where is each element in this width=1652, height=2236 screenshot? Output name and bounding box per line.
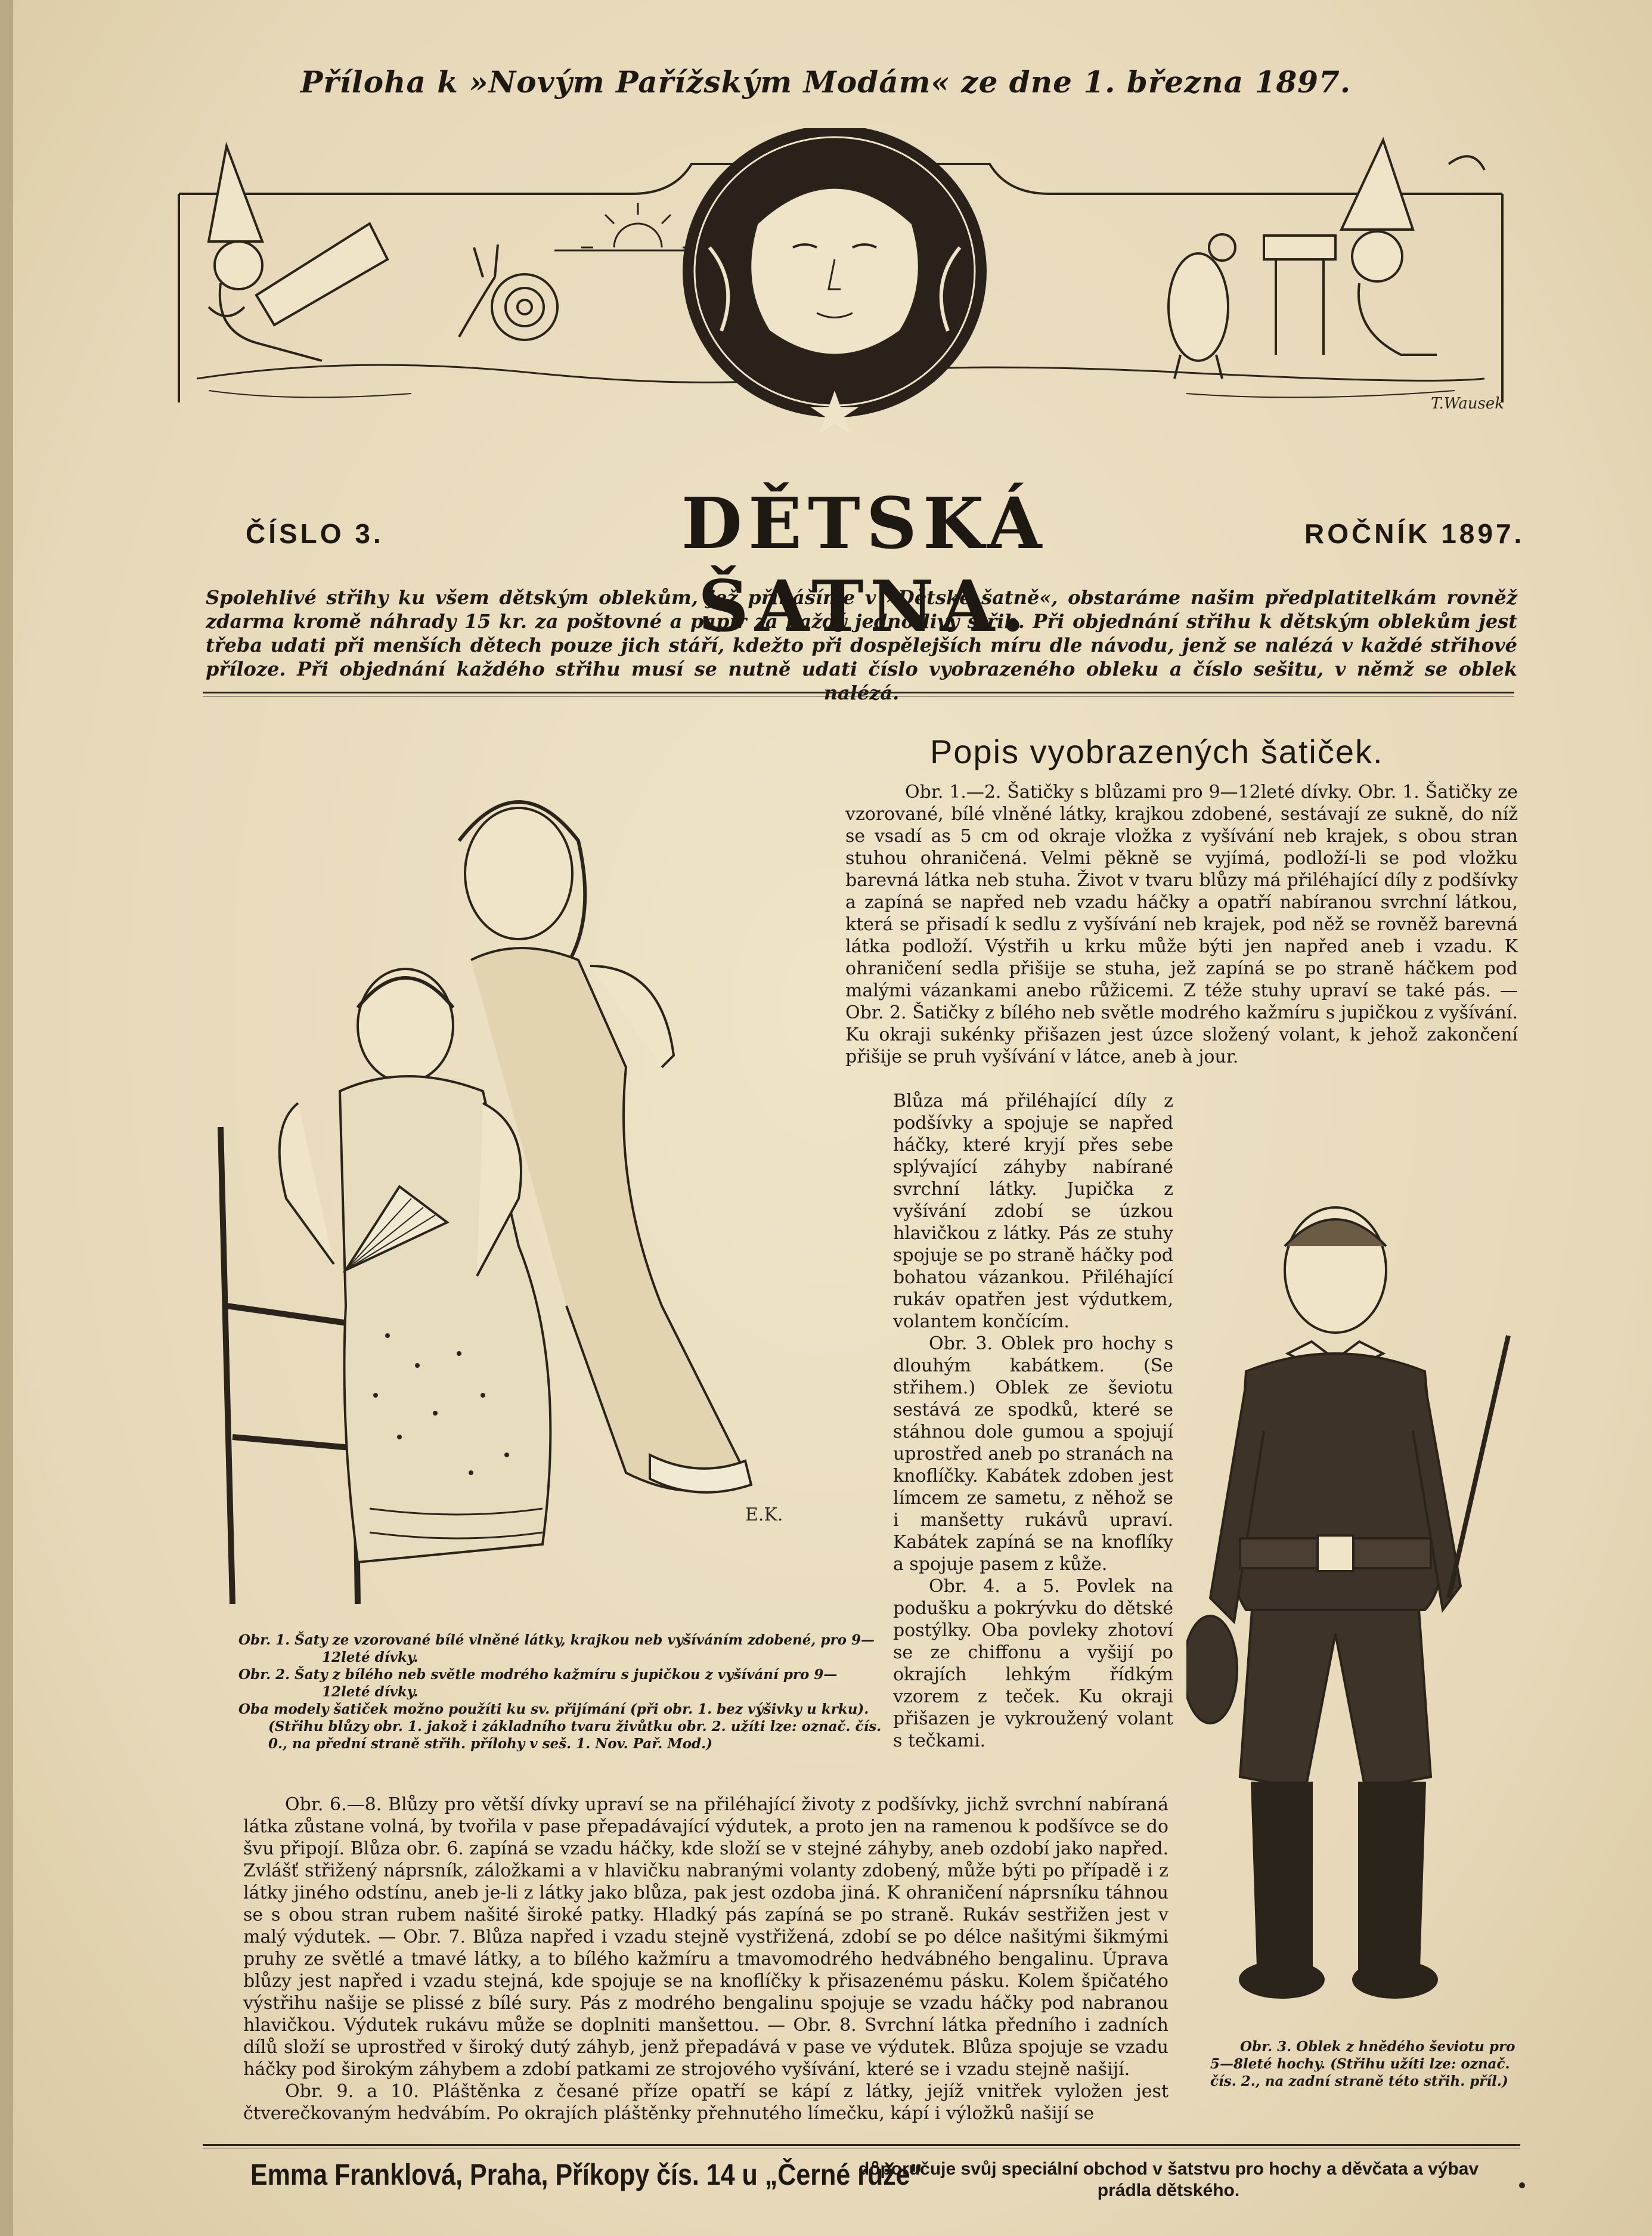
snail [459, 244, 557, 340]
advertisement-text: doporučuje svůj speciální obchod v šatstvu pro hochy a děvčata a výbav prádla dětského. [858, 2159, 1479, 2200]
footer-divider [203, 2144, 1520, 2146]
artist-signature: E.K. [745, 1504, 783, 1525]
caption-fig2: Obr. 2. Šaty z bílého neb světle modrého kažmíru s jupičkou z vyšívání pro 9—12leté dívky. [238, 1667, 838, 1700]
illustration-boy [1186, 1181, 1520, 2027]
caption-fig3: Obr. 3. Oblek z hnědého ševiotu pro 5—8leté hochy. (Střihu užíti lze: označ. čís. 2., na zadní straně této střih. příl.) [1210, 2039, 1515, 2089]
medallion-portrait [683, 128, 987, 433]
turtle [1169, 234, 1235, 379]
article-fig4-5: Obr. 4. a 5. Povlek na podušku a pokrývku do dětské postýlky. Oba povleky zhotoví se ze chiffonu a vyšijí po okrajích lehkým řídkým vzorem z teček. Ku okraji přišazen je vykroužený volant s tečkami. [893, 1576, 1173, 1751]
margin-dot [1519, 2182, 1525, 2188]
page-title: DĚTSKÁ ŠATNA. [681, 482, 1048, 648]
binding-edge [0, 0, 13, 2236]
issue-number: ČÍSLO 3. [246, 518, 384, 549]
illustration-girls [209, 769, 870, 1622]
gnome-right [1264, 140, 1484, 355]
header-banner-illustration [173, 128, 1508, 438]
article-bottom [243, 1794, 1169, 2124]
article-column-middle [893, 1090, 1173, 1752]
subscription-notice: Spolehlivé střihy ku všem dětským oblekům, jež přinášíme v »Dětské šatně«, obstaráme našim předplatitelkám rovněž zdarma kromě náhrady 15 kr. za poštovné a papír za každý jednotlivý střih. Při objednání střihu k dětským oblekům jest třeba udati při menších dětech pouze jich stáří, kdežto při dospělejších míru dle návodu, jenž se nalézá v každé střihové příloze. Při objednání každého střihu musí se nutně udati číslo vyobrazeného obleku a číslo sešitu, v němž se oblek nalézá. [206, 586, 1517, 704]
article-fig9-10: Obr. 9. a 10. Pláštěnka z česané příze opatří se kápí z látky, jejíž vnitřek vyložen jest čtverečkovaným hedvábím. Po okrajích pláštěnky přehnutého límečku, kápí i výložků našijí se [243, 2081, 1169, 2124]
caption-both: Oba modely šatiček možno použíti ku sv. přijímání (při obr. 1. bez výšivky u krku). [238, 1701, 869, 1717]
article-blouse: Blůza má přiléhající díly z podšívky a spojuje se napřed háčky, které kryjí přes sebe splývající záhyby nabírané svrchní látky. Jupička z vyšívání zdobí se úzkou hlavičkou z látky. Pás ze stuhy spojuje se po straně háčky pod bohatou vázankou. Přiléhající rukáv opatřen jest výdutkem, volantem končícím. [893, 1091, 1173, 1332]
banner-signature: T.Wausek [1431, 395, 1504, 413]
caption-fig1: Obr. 1. Šaty ze vzorované bílé vlněné látky, krajkou neb vyšíváním zdobené, pro 9—12leté dívky. [238, 1632, 875, 1665]
section-title: Popis vyobrazených šatiček. [930, 733, 1384, 770]
volume-year: ROČNÍK 1897. [1304, 518, 1525, 549]
caption-pattern: (Střihu blůzy obr. 1. jakož i základního tvaru živůtku obr. 2. užíti lze: označ. čís. 0., na přední straně střih. přílohy v seš. 1. Nov. Pař. Mod.) [268, 1718, 882, 1752]
article-fig6-8: Obr. 6.—8. Blůzy pro větší dívky upraví se na přiléhající životy z podšívky, jichž svrchní nabíraná látka zůstane volná, by tvořila v pase přepadávající výdutek, a proto jen na ramenou k podšívce se do švu připojí. Blůza obr. 6. zapíná se vzadu háčky, kde složí se v stejné záhyby, aneb ozdobí jako napřed. Zvlášť střižený náprsník, záložkami a v hlavičku nabranými volanty zdobený, může býti po případě i z látky jiného odstínu, aneb je-li z látky jako blůza, pak jest ozdoba jiná. K ohraničení náprsníku táhnou se s obou stran rubem našité široké patky. Hladký pás zapíná se po straně. Rukáv sestřižen jest v malý výdutek. — Obr. 7. Blůza napřed i vzadu stejně vystřižená, zdobí se po délce našitými šikmými pruhy ze světlé a tmavé látky, a to bílého kažmíru a tmavomodrého hedvábného bengalinu. Úprava blůzy jest napřed i vzadu stejná, kde spojuje se na knoflíčky k přisazenému pásku. Kolem špičatého výstřihu našije se plissé z bílé sury. Pás z modrého bengalinu spojuje se vzadu háčky pod nabranou hlavičkou. Výdutek rukávu může se doplniti manšettou. — Obr. 8. Svrchní látka předního i zadních dílů složí se uprostřed v široký dutý záhyb, jenž přepadává v pase ve výdutek. Blůza spojuje se vzadu háčky pod širokým záhybem a zdobí patkami ze strojového vyšívání, které se i vzadu stejně našijí. [243, 1794, 1169, 2080]
gnome-left [209, 146, 388, 361]
advertiser-name: Emma Franklová, Praha, Příkopy čís. 14 u „Černé růže" [250, 2158, 922, 2191]
article-fig1-2: Obr. 1.—2. Šatičky s blůzami pro 9—12leté dívky. Obr. 1. Šatičky ze vzorované, bílé vlněné látky, krajkou zdobené, sestávají ze sukně, do níž se vsadí as 5 cm od okraje vložka z vyšívání neb krajek, s obou stran stuhou ohraničená. Velmi pěkně se vyjímá, podloží-li se pod vložku barevná látka neb stuha. Život v tvaru blůzy má přiléhající díly z podšívky a zapíná se napřed neb vzadu háčky a opatří nabíranou svrchní látkou, která se přisadí k sedlu z vyšívání neb krajek, pod něž se rovněž barevná látka podloží. Výstřih u krku může býti jen napřed aneb i vzadu. K ohraničení sedla přišije se stuha, jež zapíná se po straně háčkem pod malými vázankami anebo růžicemi. Z téže stuhy upraví se také pás. — Obr. 2. Šatičky z bílého neb světle modrého kažmíru s jupičkou z vyšívání. Ku okraji sukénky přišazen jest úzce složený volant, k jehož zakončení přišije se pruh vyšívání v látce, aneb à jour. [845, 782, 1518, 1067]
divider [203, 692, 1514, 693]
caption-girls [238, 1631, 882, 1752]
article-fig3: Obr. 3. Oblek pro hochy s dlouhým kabátkem. (Se střihem.) Oblek ze ševiotu sestává ze spodků, které se stáhnou dole gumou a spojují uprostřed aneb po stranách na knoflíčky. Kabátek zdoben jest límcem ze sametu, z něhož se i manšetty rukávů upraví. Kabátek zapíná se na knoflíky a spojuje pasem z kůže. [893, 1333, 1173, 1575]
supplement-line: Příloha k »Novým Pařížským Modám« ze dne 1. března 1897. [300, 64, 1352, 100]
